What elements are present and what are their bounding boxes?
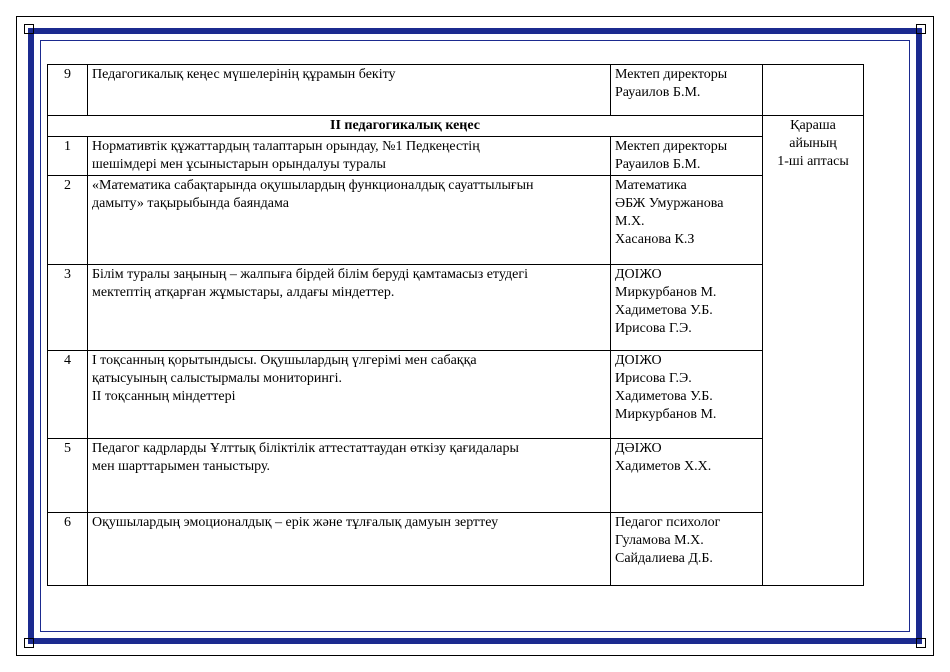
agenda-topic: Педагог кадрларды Ұлттық біліктілік аттестаттаудан өткізу қағидалары мен шарттарымен таныстыру. [88,439,611,513]
responsible-persons: Мектеп директоры Рауаилов Б.М. [611,137,763,176]
responsible-persons: Педагог психолог Гуламова М.Х. Сайдалиева Д.Б. [611,513,763,586]
row-number: 5 [48,439,88,513]
row-number: 2 [48,176,88,265]
responsible-persons: ДОІЖО Ирисова Г.Э. Хадиметова У.Б. Миркурбанов М. [611,351,763,439]
table-row [48,439,864,513]
schedule-text: айының [789,136,837,151]
agenda-topic: «Математика сабақтарында оқушылардың функционалдық сауаттылығын дамыту» тақырыбында баяндама [88,176,611,265]
table-row [48,513,864,586]
row-number: 9 [48,65,88,116]
frame-corner-ornament [24,638,34,648]
table-row [48,65,864,116]
row-number: 4 [48,351,88,439]
table-row [48,351,864,439]
agenda-topic: Білім туралы заңының – жалпыға бірдей білім беруді қамтамасыз етудегі мектептің атқарған жұмыстары, алдағы міндеттер. [88,265,611,351]
schedule-cell-empty [763,65,864,116]
section-title: II педагогикалық кеңес [48,116,763,137]
schedule-cell [763,116,864,586]
council-plan-table [47,64,864,586]
frame-corner-ornament [24,24,34,34]
section-header-row [48,116,864,137]
schedule-text: Қараша [790,118,836,133]
table-row [48,265,864,351]
row-number: 3 [48,265,88,351]
responsible-persons: Мектеп директоры Рауаилов Б.М. [611,65,763,116]
row-number: 1 [48,137,88,176]
row-number: 6 [48,513,88,586]
frame-corner-ornament [916,638,926,648]
responsible-persons: Математика ӘБЖ Умуржанова М.Х. Хасанова К.З [611,176,763,265]
agenda-topic: Педагогикалық кеңес мүшелерінің құрамын бекіту [88,65,611,116]
table-row [48,176,864,265]
schedule-text: 1-ші аптасы [777,154,849,169]
table-row [48,137,864,176]
responsible-persons: ДӘІЖО Хадиметов Х.Х. [611,439,763,513]
agenda-topic: І тоқсанның қорытындысы. Оқушылардың үлгерімі мен сабаққа қатысуының салыстырмалы мониторингі. ІІ тоқсанның міндеттері [88,351,611,439]
frame-corner-ornament [916,24,926,34]
agenda-topic: Оқушылардың эмоционалдық – ерік және тұлғалық дамуын зерттеу [88,513,611,586]
responsible-persons: ДОІЖО Миркурбанов М. Хадиметова У.Б. Ирисова Г.Э. [611,265,763,351]
agenda-topic: Нормативтік құжаттардың талаптарын орындау, №1 Педкеңестің шешімдері мен ұсыныстарын орындалуы туралы [88,137,611,176]
